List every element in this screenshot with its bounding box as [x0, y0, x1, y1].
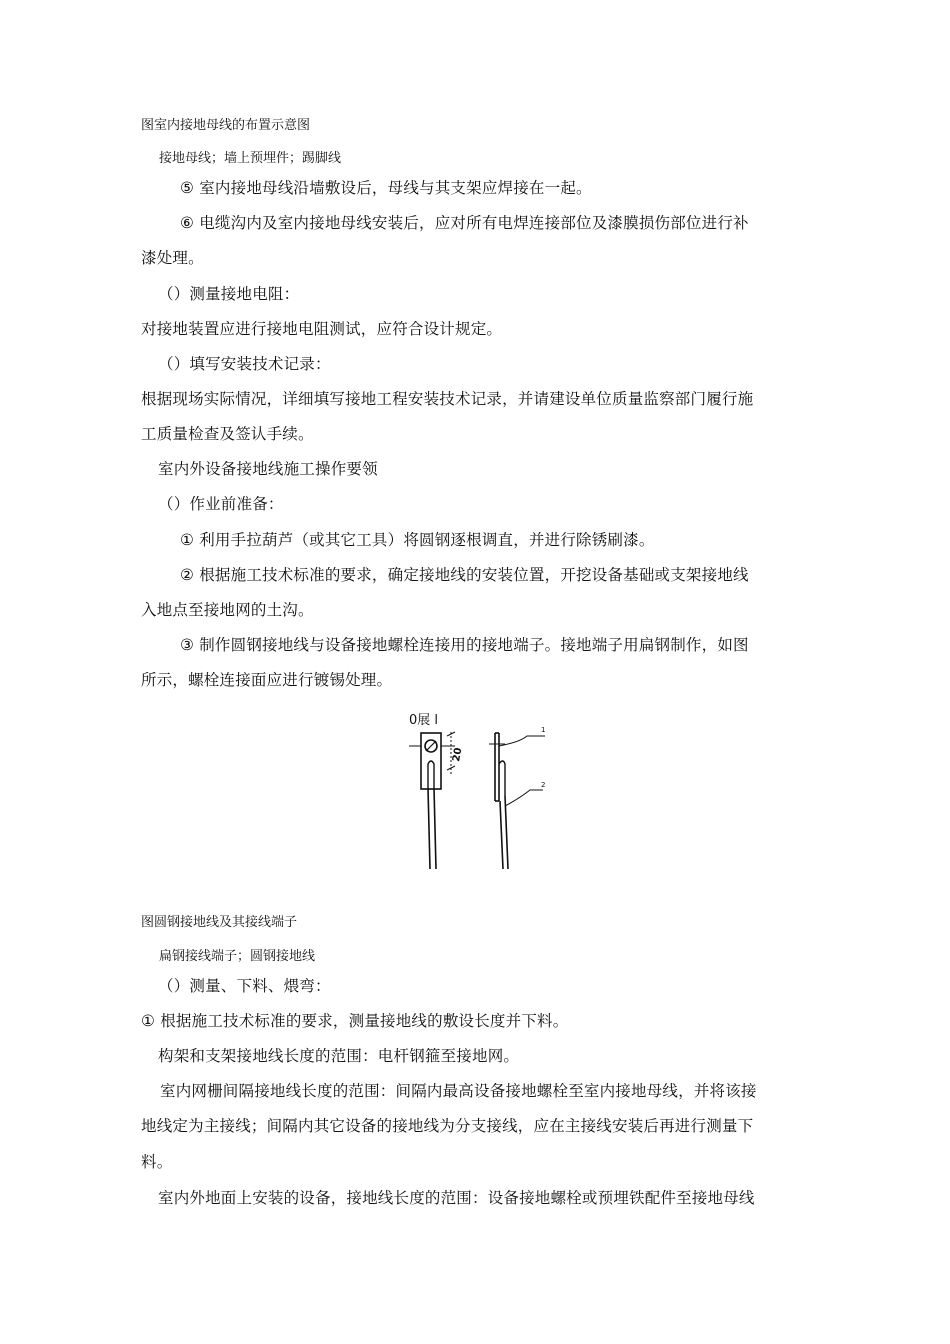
paragraph-prep-step-3-line2: 所示，螺栓连接面应进行镀锡处理。 [141, 671, 393, 689]
round-bar-end [428, 761, 434, 788]
paragraph-frame-length: 构架和支架接地线长度的范围：电杆钢箍至接地网。 [158, 1047, 520, 1065]
paragraph-indoor-line1: 室内网栅间隔接地线长度的范围：间隔内最高设备接地螺栓至室内接地母线，并将该接 [160, 1082, 757, 1100]
paragraph-record-line1: 根据现场实际情况，详细填写接地工程安装技术记录，并请建设单位质量监察部门履行施 [141, 390, 754, 408]
heading-preparation: （）作业前准备： [158, 495, 284, 513]
figure-legend-busbar: 接地母线；墙上预埋件；踢脚线 [159, 151, 342, 166]
round-steel-wire-side [500, 801, 503, 869]
paragraph-prep-step-1: ① 利用手拉葫芦（或其它工具）将圆钢逐根调直，并进行除锈刷漆。 [180, 531, 655, 549]
heading-measure-cut-bend: （）测量、下料、煨弯： [158, 977, 331, 995]
paragraph-cut-step-1: ① 根据施工技术标准的要求，测量接地线的敷设长度并下料。 [141, 1012, 569, 1030]
paragraph-record-line2: 工质量检查及签认手续。 [141, 425, 314, 443]
callout-1: 1 [541, 726, 546, 734]
paragraph-ground-equipment: 室内外地面上安装的设备，接地线长度的范围：设备接地螺栓或预埋铁配件至接地母线 [158, 1189, 755, 1207]
paragraph-step-6-line2: 漆处理。 [141, 249, 204, 267]
figure-caption-grounding-busbar: 图室内接地母线的布置示意图 [141, 118, 311, 133]
round-steel-wire [428, 788, 430, 869]
section-heading-equipment-grounding: 室内外设备接地线施工操作要领 [158, 460, 378, 478]
grounding-terminal-drawing [395, 706, 555, 876]
heading-tech-record: （）填写安装技术记录： [158, 355, 331, 373]
paragraph-step-6-line1: ⑥ 电缆沟内及室内接地母线安装后，应对所有电焊连接部位及漆膜损伤部位进行补 [180, 214, 749, 232]
paragraph-prep-step-3-line1: ③ 制作圆钢接地线与设备接地螺栓连接用的接地端子。接地端子用扁钢制作，如图 [180, 636, 749, 654]
paragraph-step-5: ⑤ 室内接地母线沿墙敷设后，母线与其支架应焊接在一起。 [180, 179, 592, 197]
figure-legend-round-steel: 扁钢接线端子；圆钢接地线 [159, 949, 316, 964]
callout-2: 2 [541, 781, 546, 789]
figure-label: 0展 l [409, 713, 439, 728]
heading-measure-resistance: （）测量接地电阻： [158, 285, 300, 303]
paragraph-indoor-line2: 地线定为主接线；间隔内其它设备的接地线为分支接线，应在主接线安装后再进行测量下 [141, 1117, 754, 1135]
paragraph-prep-step-2-line2: 入地点至接地网的土沟。 [141, 601, 314, 619]
paragraph-resistance-test: 对接地装置应进行接地电阻测试，应符合设计规定。 [141, 320, 503, 338]
figure-caption-round-steel: 图圆钢接地线及其接线端子 [141, 915, 298, 930]
dimension-label: 20 [451, 746, 465, 763]
paragraph-prep-step-2-line1: ② 根据施工技术标准的要求，确定接地线的安装位置，开挖设备基础或支架接地线 [180, 566, 749, 584]
paragraph-indoor-line3: 料。 [141, 1153, 173, 1171]
